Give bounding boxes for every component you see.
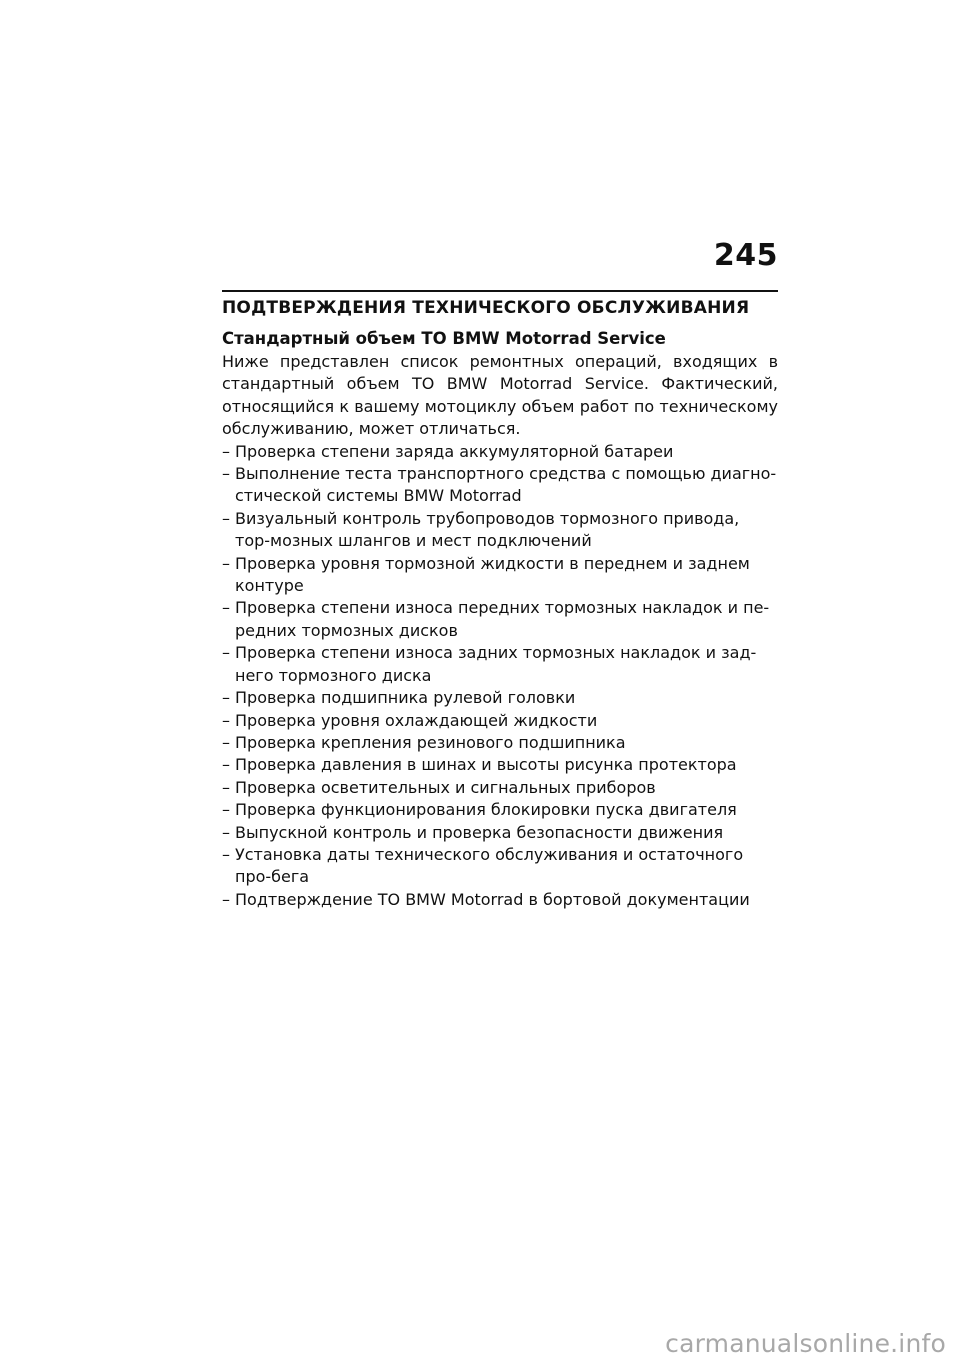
- list-item: [222, 799, 778, 821]
- list-item-text: Проверка степени износа задних тормозных накладок и зад-него тормозного диска: [235, 643, 757, 685]
- list-item: [222, 889, 778, 911]
- list-item-text: Подтверждение ТО BMW Motorrad в бортовой документации: [235, 889, 750, 909]
- dash-marker: –: [222, 508, 230, 528]
- list-item: [222, 463, 778, 508]
- dash-marker: –: [222, 688, 230, 708]
- list-item-text: Выполнение теста транспортного средства с помощью диагно-стической системы BMW Motorrad: [235, 464, 777, 506]
- page-number: 245: [713, 238, 778, 273]
- list-item-text: Выпускной контроль и проверка безопасности движения: [235, 822, 724, 842]
- list-item-text: Проверка осветительных и сигнальных приборов: [235, 777, 656, 797]
- list-item: [222, 822, 778, 844]
- list-item: [222, 844, 778, 889]
- list-item: [222, 441, 778, 463]
- subheading: Стандартный объем ТО BMW Motorrad Service: [222, 329, 666, 348]
- list-item-text: Визуальный контроль трубопроводов тормозного привода, тор-мозных шлангов и мест подключений: [235, 508, 740, 551]
- list-item-text: Проверка степени износа передних тормозных накладок и пе-редних тормозных дисков: [235, 598, 770, 640]
- dash-marker: –: [222, 710, 230, 730]
- list-item: [222, 732, 778, 754]
- dash-marker: –: [222, 464, 230, 484]
- dash-marker: –: [222, 441, 230, 461]
- dash-marker: –: [222, 777, 230, 797]
- list-item: [222, 642, 778, 687]
- dash-marker: –: [222, 643, 230, 663]
- dash-marker: –: [222, 553, 230, 573]
- list-item-text: Проверка уровня охлаждающей жидкости: [235, 710, 598, 730]
- maintenance-list: [222, 441, 778, 912]
- list-item-text: Проверка подшипника рулевой головки: [235, 688, 576, 708]
- intro-paragraph: Ниже представлен список ремонтных операций, входящих в стандартный объем ТО BMW Motorrad Service. Фактический, относящийся к вашему мотоциклу объем работ по техническому обслуживанию, может отличаться.: [222, 352, 778, 439]
- list-item-text: Проверка уровня тормозной жидкости в переднем и заднем контуре: [235, 553, 750, 596]
- list-item: [222, 553, 778, 598]
- list-item-text: Установка даты технического обслуживания и остаточного про-бега: [235, 844, 744, 887]
- dash-marker: –: [222, 732, 230, 752]
- main-content: [222, 290, 778, 911]
- list-item-text: Проверка давления в шинах и высоты рисунка протектора: [235, 755, 737, 775]
- list-item: [222, 597, 778, 642]
- list-item: [222, 687, 778, 709]
- list-item-text: Проверка степени заряда аккумуляторной батареи: [235, 441, 674, 461]
- list-item-text: Проверка функционирования блокировки пуска двигателя: [235, 800, 737, 820]
- list-item: [222, 777, 778, 799]
- section-title: ПОДТВЕРЖДЕНИЯ ТЕХНИЧЕСКОГО ОБСЛУЖИВАНИЯ: [222, 290, 778, 318]
- dash-marker: –: [222, 598, 230, 618]
- watermark-link[interactable]: carmanualsonline.info: [665, 1329, 946, 1358]
- dash-marker: –: [222, 800, 230, 820]
- dash-marker: –: [222, 755, 230, 775]
- list-item: [222, 754, 778, 776]
- list-item: [222, 508, 778, 553]
- dash-marker: –: [222, 822, 230, 842]
- dash-marker: –: [222, 844, 230, 864]
- list-item-text: Проверка крепления резинового подшипника: [235, 732, 626, 752]
- list-item: [222, 710, 778, 732]
- dash-marker: –: [222, 889, 230, 909]
